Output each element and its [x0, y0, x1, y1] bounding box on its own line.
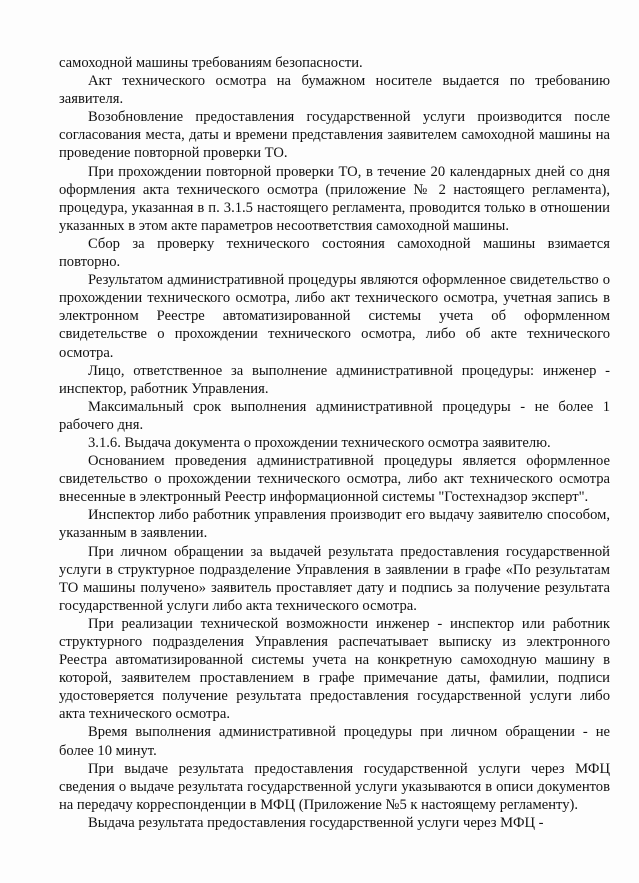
paragraph-repeat-check: При прохождении повторной проверки ТО, в течение 20 календарных дней со дня оформления акта технического осмотра (приложение № 2 настоящего регламента), процедура, указанная в п. 3.1.5 настоящего регламента, проводится только в отношении указанных в этом акте параметров несоответствия самоходной машины. — [59, 163, 610, 234]
paragraph-act-on-paper: Акт технического осмотра на бумажном носителе выдается по требованию заявителя. — [59, 73, 610, 108]
paragraph-result: Результатом административной процедуры являются оформленное свидетельство о прохождении технического осмотра, либо акт технического осмотра, учетная запись в электронном Реестре автоматизированной системы учета об оформленном свидетельстве о прохождении технического осмотра, либо об акте технического осмотра. — [59, 272, 610, 361]
paragraph-resumption: Возобновление предоставления государственной услуги производится после согласования места, даты и времени представления заявителем самоходной машины на проведение повторной проверки ТО. — [59, 109, 610, 162]
paragraph-max-term: Максимальный срок выполнения административной процедуры - не более 1 рабочего дня. — [59, 398, 610, 433]
paragraph-continuation: самоходной машины требованиям безопасности. — [59, 55, 363, 71]
paragraph-mfc-inventory: При выдаче результата предоставления государственной услуги через МФЦ сведения о выдаче результата государственной услуги указываются в описи документов на передачу корреспонденции в МФЦ (Приложение №5 к настоящему регламенту). — [59, 760, 610, 813]
paragraph-technical-possibility: При реализации технической возможности инженер - инспектор или работник структурного подразделения Управления распечатывает выписку из электронного Реестра автоматизированной системы учета на конкретную самоходную машину в которой, заявителем проставлением в графе примечание даты, фамилии, подписи удостоверяется получение результата предоставления государственной услуги либо акта технического осмотра. — [59, 615, 610, 723]
paragraph-fee: Сбор за проверку технического состояния самоходной машины взимается повторно. — [59, 235, 610, 271]
paragraph-responsible-person: Лицо, ответственное за выполнение административной процедуры: инженер - инспектор, работник Управления. — [59, 362, 610, 397]
section-heading-3-1-6: 3.1.6. Выдача документа о прохождении технического осмотра заявителю. — [88, 434, 551, 451]
document-body — [59, 54, 610, 832]
paragraph-personal-visit: При личном обращении за выдачей результата предоставления государственной услуги в структурное подразделение Управления в заявлении в графе «По результатам ТО машины получено» заявитель проставляет дату и подпись за получение результата государственной услуги либо акта технического осмотра. — [59, 543, 610, 614]
paragraph-basis: Основанием проведения административной процедуры является оформленное свидетельство о прохождении технического осмотра, либо акт технического осмотра внесенные в электронный Реестр информационной системы "Гостехнадзор эксперт". — [59, 453, 610, 506]
paragraph-time-limit: Время выполнения административной процедуры при личном обращении - не более 10 минут. — [59, 724, 610, 759]
paragraph-inspector-issues: Инспектор либо работник управления производит его выдачу заявителю способом, указанным в заявлении. — [59, 507, 610, 542]
paragraph-mfc-issue: Выдача результата предоставления государственной услуги через МФЦ - — [88, 814, 544, 831]
